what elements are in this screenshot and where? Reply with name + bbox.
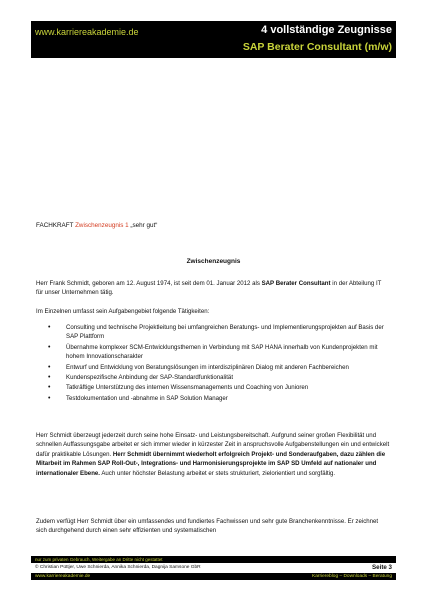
- footer-url-link[interactable]: www.karriereakademie.de: [35, 574, 91, 579]
- list-item: • Entwurf und Entwicklung von Beratungslösungen im interdisziplinären Dialog mit anderen Fachbereichen: [46, 363, 386, 372]
- intro-text-a: Herr Frank Schmidt, geboren am 12. August 1974, ist seit dem 01. Januar 2012 als: [36, 280, 262, 287]
- document-title: Zwischenzeugnis: [186, 258, 241, 265]
- footer-credit: © Christian Püttjer, Uwe Schnierda, Annika Schnierda, Dagnija Samsone GbR: [35, 565, 201, 570]
- section-kicker: [36, 222, 157, 229]
- intro-text-c: in der Abteilung IT für unser Unternehmen tätig.: [36, 280, 382, 297]
- section-rating: „sehr gut“: [130, 222, 158, 229]
- assessment-bold: Herr Schmidt übernimmt wiederholt erfolgreich Projekt- und Sonderaufgaben, dazu zählen die Mitarbeit im Rahmen SAP Roll-Out-, Integrations- und Harmonisierungsprojekte im SAP SD Umfeld auf nationaler und internationaler Ebene.: [36, 450, 386, 477]
- list-item: • Kundenspezifische Anbindung der SAP-Standardfunktionalität: [46, 373, 386, 382]
- footer-breadcrumb[interactable]: Karriereblog – Downloads – Beratung: [312, 574, 392, 579]
- list-item: • Consulting und technische Projektleitung bei umfangreichen Beratungs- und Implementierungsprojekten auf Basis der SAP Plattform: [46, 323, 386, 342]
- header-title: 4 vollständige Zeugnisse: [261, 24, 392, 36]
- header-bar: [31, 21, 396, 58]
- header-subtitle: SAP Berater Consultant (m/w): [242, 41, 392, 53]
- section-label: Zwischenzeugnis 1: [75, 222, 129, 229]
- job-title: SAP Berater Consultant: [261, 280, 331, 287]
- list-item: • Übernahme komplexer SCM-Entwicklungsthemen in Verbindung mit SAP HANA innerhalb von Kundenprojekten mit hohem Innovationscharakter: [46, 343, 386, 362]
- list-item: • Testdokumentation und -abnahme in SAP Solution Manager: [46, 394, 386, 403]
- tasks-intro: Im Einzelnen umfasst sein Aufgabengebiet folgende Tätigkeiten:: [36, 308, 210, 315]
- section-prefix: FACHKRAFT: [36, 222, 74, 229]
- footer-note: nur zum privaten Gebrauch, Weitergabe an Dritte nicht gestattet: [35, 557, 163, 562]
- task-list: [46, 323, 386, 404]
- page-number: Seite 3: [372, 564, 392, 571]
- header-url-link[interactable]: www.karriereakademie.de: [35, 27, 139, 37]
- assessment-paragraph: [36, 431, 390, 478]
- intro-paragraph: [36, 279, 390, 298]
- knowledge-paragraph: Zudem verfügt Herr Schmidt über ein umfassendes und fundiertes Fachwissen und sehr gute Branchenkenntnisse. Er zeichnet sich durchgehend durch einen sehr effizienten und systematischen: [36, 518, 379, 535]
- assessment-text-a: Herr Schmidt überzeugt jederzeit durch seine hohe Einsatz- und Leistungsbereitschaft. Aufgrund seiner großen Flexibilität und schnellen Auffassungsgabe arbeitet er sich immer wieder in kürzester Zeit in anspruchsvolle Aufgabenstellungen ein und entwickelt dafür praktikable Lösungen.: [36, 432, 390, 458]
- footer-note-strip: [31, 556, 396, 563]
- assessment-text-c: Auch unter höchster Belastung arbeitet er stets strukturiert, zielorientiert und sorgfältig.: [100, 469, 336, 477]
- footer-bar: [31, 573, 396, 580]
- page-footer: [31, 556, 396, 579]
- list-item: • Tatkräftige Unterstützung des internen Wissensmanagements und Coaching von Junioren: [46, 383, 386, 392]
